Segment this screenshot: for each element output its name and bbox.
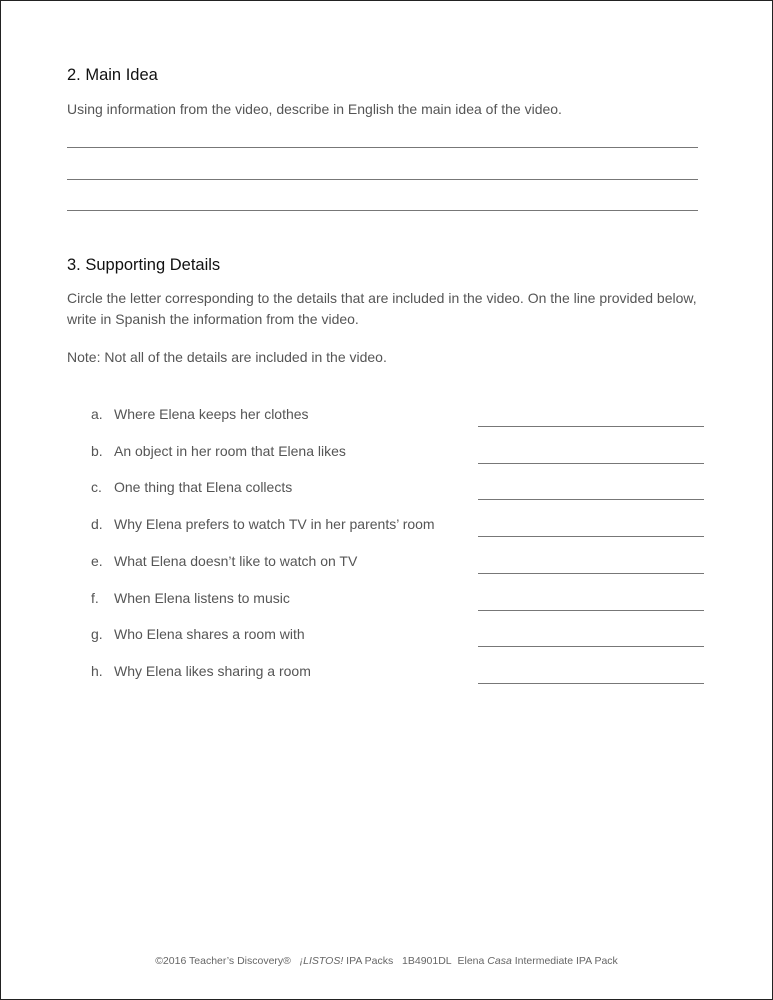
detail-text: An object in her room that Elena likes [114, 442, 346, 459]
detail-item [0, 553, 773, 573]
footer-copyright: ©2016 Teacher’s Discovery® [155, 955, 291, 967]
detail-item [0, 663, 773, 683]
footer-title-post: Intermediate IPA Pack [514, 955, 618, 967]
section-3-title: 3. Supporting Details [67, 256, 221, 274]
detail-text: Why Elena prefers to watch TV in her parents’ room [114, 516, 435, 533]
detail-answer-line[interactable] [478, 610, 704, 611]
answer-line[interactable] [67, 147, 698, 148]
detail-letter[interactable]: f. [91, 589, 99, 606]
detail-letter[interactable]: c. [91, 479, 102, 496]
section-3-note: Note: Not all of the details are included in the video. [67, 349, 387, 365]
detail-item [0, 590, 773, 610]
footer [0, 955, 773, 967]
detail-item [0, 406, 773, 426]
detail-answer-line[interactable] [478, 536, 704, 537]
detail-text: Who Elena shares a room with [114, 626, 305, 643]
footer-code: 1B4901DL [402, 955, 452, 967]
detail-answer-line[interactable] [478, 499, 704, 500]
detail-answer-line[interactable] [478, 646, 704, 647]
detail-text: What Elena doesn’t like to watch on TV [114, 552, 358, 569]
detail-letter[interactable]: h. [91, 662, 103, 679]
detail-text: Where Elena keeps her clothes [114, 406, 309, 422]
detail-text: One thing that Elena collects [114, 479, 293, 496]
answer-line[interactable] [67, 179, 698, 180]
detail-letter[interactable]: d. [91, 516, 103, 533]
footer-series: ¡LISTOS! [299, 955, 344, 967]
footer-title-italic: Casa [487, 955, 512, 967]
footer-title-pre: Elena [457, 955, 485, 967]
section-2-instruction: Using information from the video, describe in English the main idea of the video. [67, 101, 562, 117]
footer-series-suffix: IPA Packs [346, 955, 394, 967]
detail-item [0, 626, 773, 646]
detail-answer-line[interactable] [478, 573, 704, 574]
section-3-instruction: Circle the letter corresponding to the details that are included in the video. On the line provided below, write in Spanish the information from the video. [67, 290, 697, 327]
detail-answer-line[interactable] [478, 426, 704, 427]
detail-letter[interactable]: b. [91, 442, 103, 459]
detail-answer-line[interactable] [478, 683, 704, 684]
detail-text: Why Elena likes sharing a room [114, 662, 311, 679]
section-2-title: 2. Main Idea [67, 66, 158, 84]
answer-line[interactable] [67, 210, 698, 211]
detail-item [0, 479, 773, 499]
detail-item [0, 443, 773, 463]
detail-item [0, 516, 773, 536]
detail-letter[interactable]: e. [91, 552, 103, 569]
detail-text: When Elena listens to music [114, 589, 290, 606]
detail-letter[interactable]: a. [91, 406, 103, 422]
detail-letter[interactable]: g. [91, 626, 103, 643]
detail-answer-line[interactable] [478, 463, 704, 464]
